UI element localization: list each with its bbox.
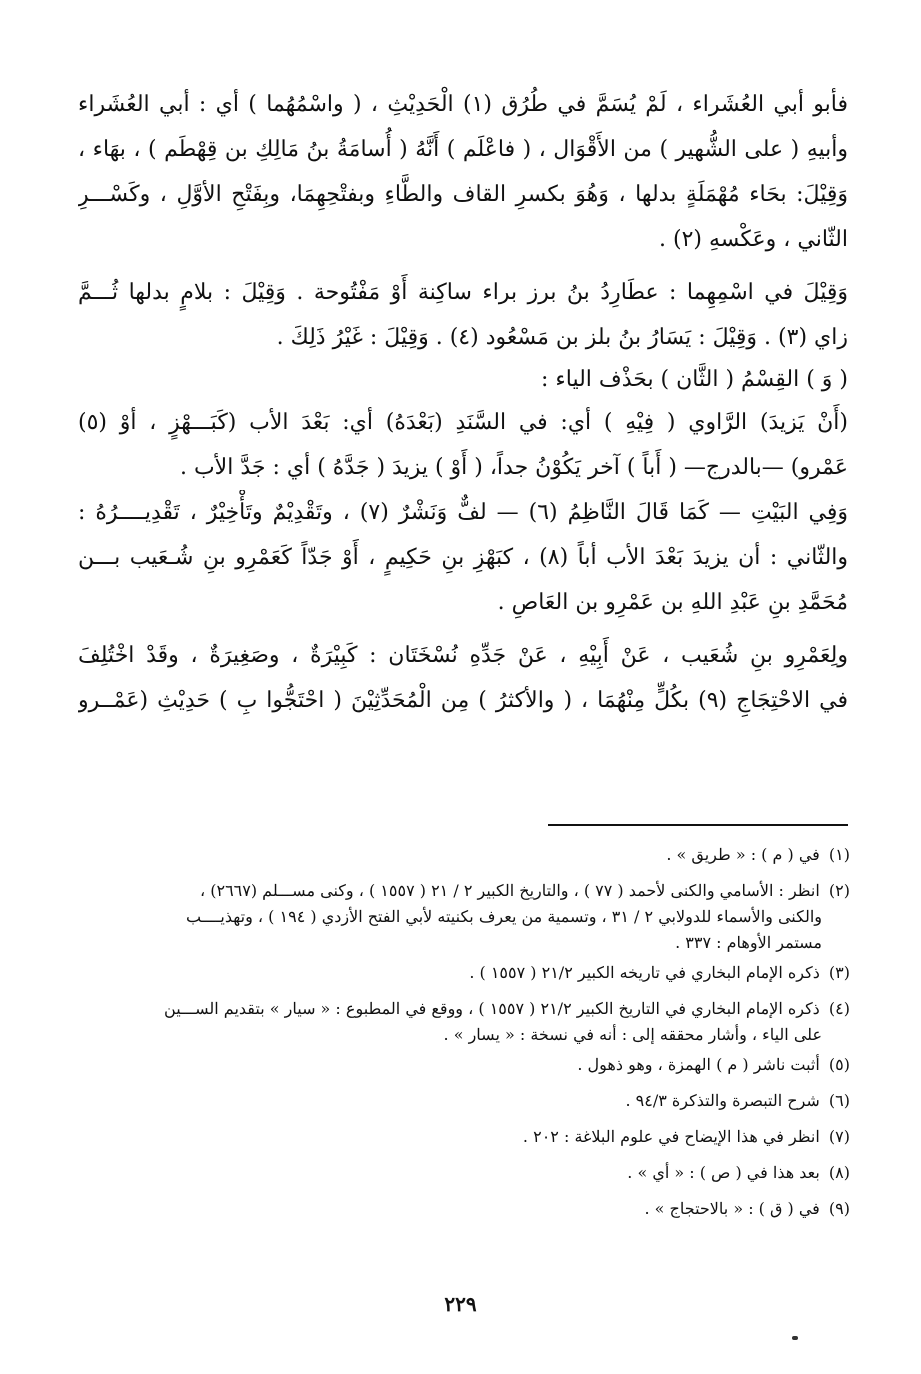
main-text — [78, 82, 848, 723]
footnote-text-continued: على الياء ، وأشار محققه إلى : أنه في نسخة : « يسار » . — [443, 1025, 822, 1044]
footnote-number: (٣) — [828, 963, 850, 982]
text-line: فأبو أبي العُشَراء ، لَمْ يُسَمَّ في طُرُق (١) الْحَدِيْثِ ، ( واسْمُهُما ) أي : أبي العُشَراء — [78, 92, 848, 117]
footnote — [80, 996, 850, 1048]
footnote — [80, 1052, 850, 1084]
footnote-number: (٢) — [828, 881, 850, 900]
text-line: والثّاني : أن يزيدَ بَعْدَ الأب أباً (٨) ، كبَهْزِ بنِ حَكِيمٍ ، أَوْ جَدّاً كَعَمْرِو بنِ شُـعَيب بـــن — [78, 545, 848, 570]
footnote — [80, 960, 850, 992]
footnote-number: (٨) — [828, 1163, 850, 1182]
text-line: وأبيهِ ( على الشُّهير ) من الأَقْوَال ، ( فاعْلَم ) أَنَّهُ ( أُسامَةُ بنُ مَالِكِ بن قِهْطَم ) ، بهَاء ، — [78, 137, 848, 162]
footnote-divider — [548, 824, 848, 826]
footnote-text: بعد هذا في ( ص ) : « أي » . — [627, 1163, 820, 1182]
text-line: عَمْرو) —بالدرج— ( أَباً ) آخر يَكُوْنُ جداً، ( أَوْ ) يزيدَ ( جَدَّهُ ) أي : جَدَّ الأب . — [179, 455, 848, 480]
text-line: ولِعَمْرِو بنِ شُعَيب ، عَنْ أَبِيْهِ ، عَنْ جَدِّهِ نُسْخَتَان : كَبِيْرَةٌ ، وصَغِيرَةٌ ، وقَدْ اخْتُلِفَ — [78, 643, 848, 668]
footnote-number: (٩) — [828, 1199, 850, 1218]
footnote-text: انظر في هذا الإيضاح في علوم البلاغة : ٢٠٢ . — [522, 1127, 820, 1146]
footnote-text: شرح التبصرة والتذكرة ٩٤/٣ . — [625, 1091, 820, 1110]
text-line: الثّاني ، وعَكْسهِ (٢) . — [658, 227, 848, 252]
footnote-text-continued: مستمر الأوهام : ٣٣٧ . — [675, 933, 822, 952]
footnote — [80, 1196, 850, 1228]
footnotes — [80, 842, 850, 1232]
footnote-text-continued: والكنى والأسماء للدولابي ٢ / ٣١ ، وتسمية من يعرف بكنيته لأبي الفتح الأزدي ( ١٩٤ ) ، وتهذيــــب — [185, 907, 822, 926]
footnote — [80, 1088, 850, 1120]
text-line: مُحَمَّدِ بنِ عَبْدِ اللهِ بن عَمْرِو بن العَاصِ . — [497, 590, 848, 615]
text-line: في الاحْتِجَاجِ (٩) بكُلٍّ مِنْهُمَا ، ( والأكثرُ ) مِن الْمُحَدِّثِيْنَ ( احْتَجُّوا بِ ) حَدِيْثِ (عَمْــرو — [78, 688, 848, 713]
footnote — [80, 878, 850, 956]
text-line: وَقِيْلَ في اسْمِهِما : عطَارِدُ بنُ برز براء ساكِنة أَوْ مَفْتُوحة . وَقِيْلَ : بلامٍ بدلها ثُـــمَّ — [78, 280, 848, 305]
text-line: (أَنْ يَزيدَ) الرَّاوي ( فِيْهِ ) أي: في السَّنَدِ (بَعْدَهُ) أي: بَعْدَ الأب (كَبَـــهْزٍ ، أوْ (٥) — [78, 410, 848, 435]
text-line: وَقِيْلَ: بحَاء مُهْمَلَةٍ بدلها ، وَهُوَ بكسرِ القاف والطَّاءِ وبفتْحِهِمَا، وبِفَتْحِ الأوَّلِ ، وكَسْـــرِ — [78, 182, 848, 207]
footnote-number: (٤) — [828, 999, 850, 1018]
footnote — [80, 1124, 850, 1156]
footnote-number: (٥) — [828, 1055, 850, 1074]
print-mark — [792, 1336, 798, 1340]
footnote-text: ذكره الإمام البخاري في تاريخه الكبير ٢١/٢ ( ١٥٥٧ ) . — [469, 963, 820, 982]
footnote-number: (١) — [828, 845, 850, 864]
page-number: ٢٢٩ — [444, 1292, 477, 1316]
footnote-number: (٧) — [828, 1127, 850, 1146]
footnote-text: أثبت ناشر ( م ) الهمزة ، وهو ذهول . — [577, 1055, 820, 1074]
footnote-text: في ( ق ) : « بالاحتجاج » . — [644, 1199, 820, 1218]
section-heading: ( وَ ) القِسْمُ ( الثَّان ) بحَذْف الياء : — [540, 367, 848, 392]
footnote-text: ذكره الإمام البخاري في التاريخ الكبير ٢١/٢ ( ١٥٥٧ ) ، ووقع في المطبوع : « سيار » بتقديم الســـين — [164, 999, 820, 1018]
footnote-number: (٦) — [828, 1091, 850, 1110]
text-line: زاي (٣) . وَقِيْلَ : يَسَارُ بنُ بلز بن مَسْعُود (٤) . وَقِيْلَ : غَيْرُ ذَلِكَ . — [276, 325, 848, 350]
footnote-text: في ( م ) : « طريق » . — [666, 845, 820, 864]
footnote — [80, 1160, 850, 1192]
footnote-text: انظر : الأسامي والكنى لأحمد ( ٧٧ ) ، والتاريخ الكبير ٢ / ٢١ ( ١٥٥٧ ) ، وكنى مســـلم (٢٦٦٧) ، — [199, 881, 820, 900]
footnote — [80, 842, 850, 874]
text-line: وَفِي البَيْتِ — كَمَا قَالَ النَّاظِمُ (٦) — لفٌّ وَنَشْرٌ (٧) ، وتَقْدِيْمٌ وتَأْخِيْرٌ ، تَقْدِيــــرُهُ : — [78, 500, 848, 525]
